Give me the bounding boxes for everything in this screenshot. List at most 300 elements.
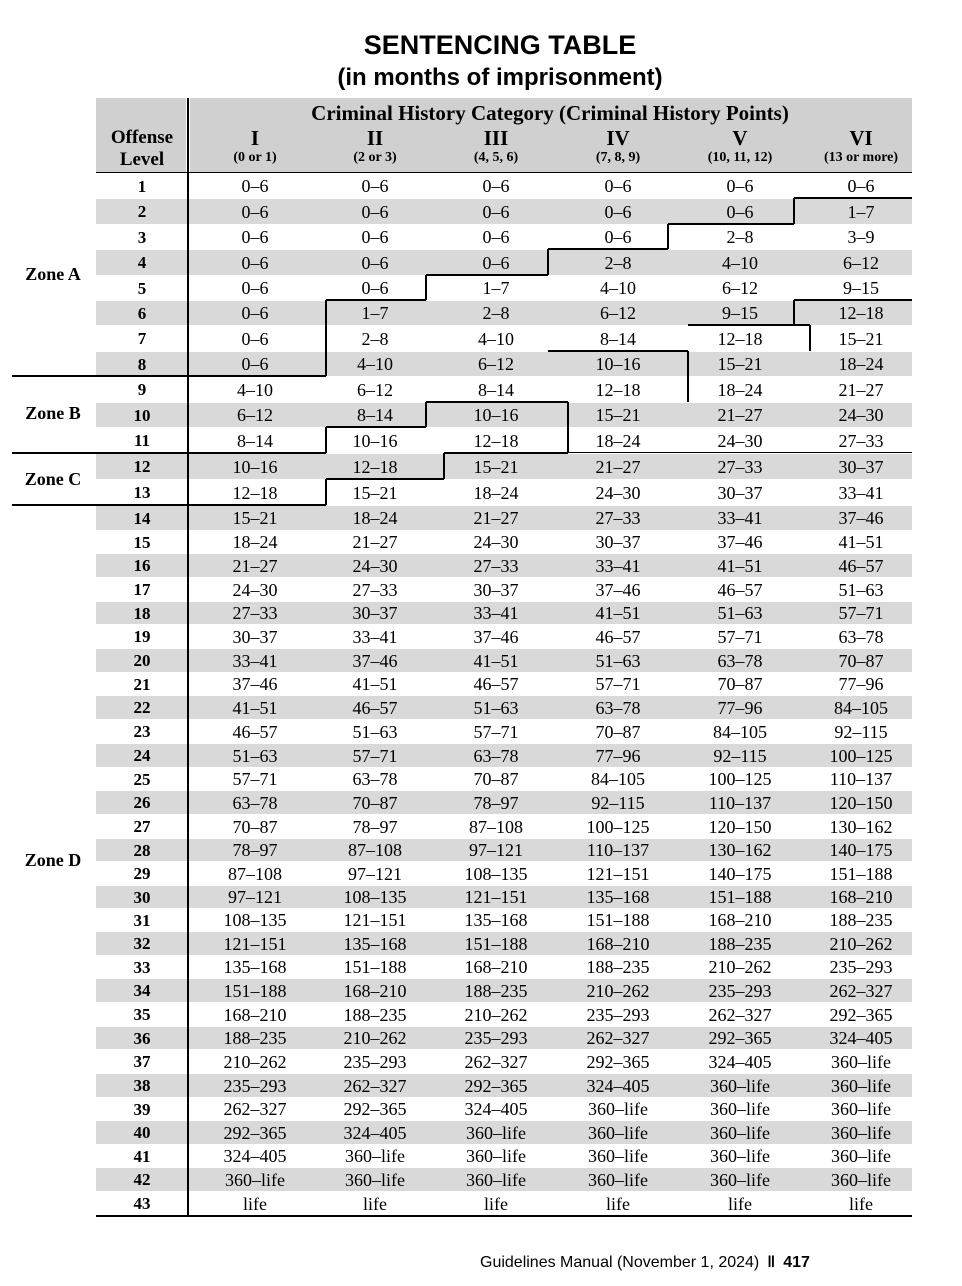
table-cell: 188–235 — [223, 1028, 287, 1048]
table-cell: 360–life — [710, 1146, 770, 1166]
table-cell: 77–96 — [595, 746, 641, 766]
table-cell: 41–51 — [232, 698, 278, 718]
table-cell: 41–51 — [838, 532, 884, 552]
table-cell: 97–121 — [228, 887, 282, 907]
table-cell: 0–6 — [604, 202, 632, 222]
table-cell: 3–9 — [847, 227, 875, 247]
table-cell: 0–6 — [241, 278, 269, 298]
table-cell: 37–46 — [473, 627, 519, 647]
criminal-history-header: Criminal History Category (Criminal History Points) — [311, 101, 789, 125]
table-cell: 4–10 — [722, 253, 758, 273]
table-cell: 18–24 — [838, 354, 884, 374]
table-cell: 188–235 — [829, 910, 893, 930]
table-cell: 1–7 — [482, 278, 510, 298]
offense-level: 43 — [133, 1194, 151, 1213]
table-cell: 0–6 — [361, 278, 389, 298]
zone-boundary-line — [187, 98, 189, 1216]
offense-level: 7 — [137, 329, 147, 348]
table-cell: 46–57 — [473, 674, 519, 694]
footer-text: Guidelines Manual (November 1, 2024) — [480, 1254, 760, 1271]
offense-level: 38 — [133, 1076, 151, 1095]
offense-level: 16 — [133, 556, 151, 575]
table-cell: 87–108 — [348, 840, 402, 860]
table-cell: 4–10 — [478, 329, 514, 349]
table-cell: 37–46 — [717, 532, 763, 552]
table-cell: 120–150 — [708, 817, 772, 837]
table-cell: 151–188 — [464, 934, 528, 954]
table-cell: 6–12 — [357, 380, 393, 400]
table-cell: 360–life — [345, 1170, 405, 1190]
table-cell: 51–63 — [595, 651, 641, 671]
table-cell: 168–210 — [223, 1005, 287, 1025]
table-cell: 30–37 — [473, 580, 519, 600]
offense-level: 17 — [133, 580, 151, 599]
table-cell: 262–327 — [343, 1076, 407, 1096]
table-cell: 130–162 — [708, 840, 772, 860]
table-cell: 135–168 — [464, 910, 528, 930]
table-cell: 92–115 — [834, 722, 888, 742]
table-cell: 8–14 — [237, 431, 273, 451]
zone-boundary-line — [425, 275, 427, 300]
table-cell: 57–71 — [352, 746, 398, 766]
zone-boundary-line — [426, 401, 568, 403]
table-cell: 360–life — [225, 1170, 285, 1190]
table-cell: 360–life — [710, 1123, 770, 1143]
table-cell: 41–51 — [473, 651, 519, 671]
table-cell: 2–8 — [604, 253, 632, 273]
table-cell: 24–30 — [352, 556, 398, 576]
table-cell: 57–71 — [473, 722, 519, 742]
table-cell: 70–87 — [352, 793, 398, 813]
table-cell: 110–137 — [586, 840, 650, 860]
table-cell: 15–21 — [352, 483, 398, 503]
table-cell: 33–41 — [352, 627, 398, 647]
table-cell: 10–16 — [595, 354, 641, 374]
category-VI-header: VI — [849, 126, 873, 150]
table-cell: 360–life — [831, 1170, 891, 1190]
category-II-points: (2 or 3) — [353, 150, 397, 165]
offense-level: 29 — [133, 864, 151, 883]
table-cell: 12–18 — [717, 329, 763, 349]
page-title: SENTENCING TABLE — [363, 30, 637, 60]
zone-boundary-line — [326, 478, 444, 480]
table-cell: 12–18 — [232, 483, 278, 503]
category-III-points: (4, 5, 6) — [473, 150, 519, 165]
table-cell: 110–137 — [829, 769, 893, 789]
table-cell: 24–30 — [838, 405, 884, 425]
table-cell: 24–30 — [717, 431, 763, 451]
table-cell: life — [728, 1194, 752, 1214]
table-cell: 12–18 — [595, 380, 641, 400]
zone-boundary-line — [667, 224, 669, 249]
table-cell: 33–41 — [232, 651, 278, 671]
table-cell: 4–10 — [600, 278, 636, 298]
table-cell: 87–108 — [228, 864, 282, 884]
table-cell: life — [363, 1194, 387, 1214]
table-cell: 151–188 — [708, 887, 772, 907]
offense-level: 1 — [137, 177, 147, 196]
table-cell: 18–24 — [352, 508, 398, 528]
offense-level: 6 — [137, 304, 147, 323]
table-cell: 360–life — [831, 1123, 891, 1143]
offense-level: 3 — [137, 228, 147, 247]
table-cell: 292–365 — [223, 1123, 287, 1143]
table-cell: 63–78 — [473, 746, 519, 766]
table-cell: 292–365 — [464, 1076, 528, 1096]
table-cell: 33–41 — [838, 483, 884, 503]
table-cell: 24–30 — [595, 483, 641, 503]
table-cell: 108–135 — [343, 887, 407, 907]
table-cell: 0–6 — [241, 329, 269, 349]
table-cell: 21–27 — [717, 405, 763, 425]
table-cell: 12–18 — [838, 303, 884, 323]
zone-boundary-line — [12, 375, 326, 377]
table-cell: life — [606, 1194, 630, 1214]
table-cell: 18–24 — [232, 532, 278, 552]
table-cell: 0–6 — [241, 227, 269, 247]
table-cell: 51–63 — [232, 746, 278, 766]
table-cell: 135–168 — [343, 934, 407, 954]
table-cell: 8–14 — [478, 380, 514, 400]
offense-level: 22 — [133, 698, 151, 717]
table-cell: 210–262 — [223, 1052, 287, 1072]
table-cell: 4–10 — [357, 354, 393, 374]
offense-level: 18 — [133, 604, 151, 623]
category-V-points: (10, 11, 12) — [707, 150, 773, 165]
zone-boundary-line — [326, 426, 426, 428]
zone-boundary-line — [548, 350, 688, 352]
table-cell: 168–210 — [829, 887, 893, 907]
table-cell: 360–life — [710, 1076, 770, 1096]
table-cell: 15–21 — [595, 405, 641, 425]
offense-level: 11 — [133, 431, 151, 450]
offense-level: 21 — [133, 675, 151, 694]
table-cell: 121–151 — [223, 934, 287, 954]
table-cell: 262–327 — [223, 1099, 287, 1119]
table-cell: 360–life — [588, 1123, 648, 1143]
table-cell: 46–57 — [352, 698, 398, 718]
table-cell: 30–37 — [838, 457, 884, 477]
table-cell: 4–10 — [237, 380, 273, 400]
table-cell: 51–63 — [717, 603, 763, 623]
table-cell: 324–405 — [223, 1146, 287, 1166]
zone-label-d: Zone D — [24, 850, 82, 870]
table-cell: 6–12 — [600, 303, 636, 323]
table-cell: 97–121 — [469, 840, 523, 860]
offense-header-line-1: Offense — [110, 127, 174, 148]
table-cell: 57–71 — [595, 674, 641, 694]
table-cell: 140–175 — [829, 840, 893, 860]
table-cell: 30–37 — [595, 532, 641, 552]
table-cell: 84–105 — [713, 722, 767, 742]
table-cell: 121–151 — [464, 887, 528, 907]
table-cell: 0–6 — [847, 176, 875, 196]
table-cell: 168–210 — [464, 957, 528, 977]
zone-boundary-line — [325, 479, 327, 505]
category-V-header: V — [732, 126, 748, 150]
table-cell: 57–71 — [232, 769, 278, 789]
offense-level: 2 — [137, 202, 147, 221]
table-cell: 0–6 — [241, 253, 269, 273]
table-cell: 0–6 — [241, 354, 269, 374]
offense-level: 39 — [133, 1100, 151, 1119]
table-cell: 324–405 — [829, 1028, 893, 1048]
table-cell: 140–175 — [708, 864, 772, 884]
table-cell: 0–6 — [361, 227, 389, 247]
table-cell: 210–262 — [586, 981, 650, 1001]
table-cell: 0–6 — [482, 202, 510, 222]
table-cell: 27–33 — [838, 431, 884, 451]
table-cell: 87–108 — [469, 817, 523, 837]
table-cell: 108–135 — [464, 864, 528, 884]
table-cell: 30–37 — [232, 627, 278, 647]
table-cell: 0–6 — [361, 253, 389, 273]
page-footer — [480, 1254, 920, 1272]
table-cell: 51–63 — [838, 580, 884, 600]
table-cell: 41–51 — [595, 603, 641, 623]
table-cell: 97–121 — [348, 864, 402, 884]
offense-level: 13 — [133, 483, 151, 502]
table-cell: 324–405 — [464, 1099, 528, 1119]
category-I-points: (0 or 1) — [233, 150, 277, 165]
table-cell: 262–327 — [708, 1005, 772, 1025]
table-cell: life — [243, 1194, 267, 1214]
table-cell: 51–63 — [473, 698, 519, 718]
table-cell: 130–162 — [829, 817, 893, 837]
table-cell: 9–15 — [843, 278, 879, 298]
table-cell: 27–33 — [232, 603, 278, 623]
table-cell: 100–125 — [829, 746, 893, 766]
offense-level: 23 — [133, 722, 151, 741]
table-cell: 360–life — [588, 1099, 648, 1119]
table-cell: 0–6 — [604, 176, 632, 196]
table-cell: 37–46 — [838, 508, 884, 528]
table-cell: 37–46 — [595, 580, 641, 600]
zone-boundary-line — [809, 325, 811, 351]
table-cell: 10–16 — [352, 431, 398, 451]
table-cell: 151–188 — [829, 864, 893, 884]
table-cell: 0–6 — [241, 202, 269, 222]
table-cell: 18–24 — [717, 380, 763, 400]
table-cell: 37–46 — [232, 674, 278, 694]
offense-level: 36 — [133, 1029, 151, 1048]
table-cell: 70–87 — [595, 722, 641, 742]
zone-boundary-line — [687, 351, 689, 402]
zone-label-a: Zone A — [25, 264, 81, 284]
table-cell: 108–135 — [223, 910, 287, 930]
table-cell: 135–168 — [586, 887, 650, 907]
table-cell: 24–30 — [473, 532, 519, 552]
table-cell: 6–12 — [843, 253, 879, 273]
table-cell: 27–33 — [717, 457, 763, 477]
table-cell: 21–27 — [473, 508, 519, 528]
table-cell: 46–57 — [232, 722, 278, 742]
table-cell: 100–125 — [708, 769, 772, 789]
table-cell: 6–12 — [478, 354, 514, 374]
table-cell: 262–327 — [829, 981, 893, 1001]
zone-boundary-line — [426, 274, 548, 276]
table-cell: 210–262 — [343, 1028, 407, 1048]
table-cell: 46–57 — [595, 627, 641, 647]
table-cell: 0–6 — [361, 202, 389, 222]
table-cell: 15–21 — [232, 508, 278, 528]
table-cell: 63–78 — [595, 698, 641, 718]
table-cell: 0–6 — [726, 202, 754, 222]
table-cell: 188–235 — [586, 957, 650, 977]
table-cell: 168–210 — [343, 981, 407, 1001]
table-cell: 78–97 — [352, 817, 398, 837]
category-I-header: I — [250, 126, 260, 150]
table-cell: 168–210 — [586, 934, 650, 954]
table-cell: 33–41 — [473, 603, 519, 623]
page-number: 417 — [783, 1254, 810, 1271]
table-cell: 0–6 — [604, 227, 632, 247]
table-cell: 21–27 — [352, 532, 398, 552]
zone-boundary-line — [12, 452, 326, 454]
zone-boundary-line — [444, 452, 568, 454]
table-cell: 188–235 — [343, 1005, 407, 1025]
zone-boundary-line — [326, 299, 426, 301]
zone-boundary-line — [793, 198, 795, 224]
table-cell: 292–365 — [586, 1052, 650, 1072]
table-cell: 0–6 — [241, 176, 269, 196]
offense-level: 26 — [133, 793, 151, 812]
table-cell: 188–235 — [708, 934, 772, 954]
table-cell: 262–327 — [464, 1052, 528, 1072]
table-cell: 37–46 — [352, 651, 398, 671]
table-cell: 41–51 — [352, 674, 398, 694]
table-cell: 360–life — [588, 1170, 648, 1190]
table-cell: 63–78 — [352, 769, 398, 789]
table-cell: 120–150 — [829, 793, 893, 813]
table-cell: 15–21 — [473, 457, 519, 477]
table-cell: 210–262 — [464, 1005, 528, 1025]
table-cell: 21–27 — [595, 457, 641, 477]
offense-level: 25 — [133, 770, 151, 789]
table-cell: 121–151 — [343, 910, 407, 930]
table-cell: 10–16 — [473, 405, 519, 425]
table-cell: 292–365 — [708, 1028, 772, 1048]
zone-label-c: Zone C — [24, 469, 82, 489]
zone-boundary-line — [325, 427, 327, 453]
table-cell: 92–115 — [591, 793, 645, 813]
table-cell: 235–293 — [343, 1052, 407, 1072]
table-cell: 0–6 — [361, 176, 389, 196]
offense-level: 5 — [137, 279, 147, 298]
offense-level: 12 — [133, 457, 151, 476]
zone-boundary-line — [96, 1215, 912, 1217]
table-cell: 63–78 — [232, 793, 278, 813]
table-cell: 6–12 — [237, 405, 273, 425]
table-cell: 0–6 — [726, 176, 754, 196]
offense-level: 32 — [133, 934, 151, 953]
offense-level: 40 — [133, 1123, 151, 1142]
zone-boundary-line — [568, 452, 912, 453]
table-cell: 360–life — [831, 1146, 891, 1166]
table-cell: 10–16 — [232, 457, 278, 477]
table-cell: 235–293 — [223, 1076, 287, 1096]
table-cell: 1–7 — [847, 202, 875, 222]
offense-level: 28 — [133, 841, 151, 860]
zone-boundary-line — [794, 197, 912, 199]
offense-level: 35 — [133, 1005, 151, 1024]
table-cell: 18–24 — [595, 431, 641, 451]
table-cell: 360–life — [710, 1170, 770, 1190]
offense-level: 9 — [137, 380, 147, 399]
table-cell: 33–41 — [717, 508, 763, 528]
table-cell: 18–24 — [473, 483, 519, 503]
table-cell: 235–293 — [829, 957, 893, 977]
table-cell: 27–33 — [595, 508, 641, 528]
table-cell: 324–405 — [586, 1076, 650, 1096]
table-cell: 77–96 — [838, 674, 884, 694]
table-cell: 235–293 — [464, 1028, 528, 1048]
table-cell: 0–6 — [482, 176, 510, 196]
table-cell: 15–21 — [838, 329, 884, 349]
table-cell: 77–96 — [717, 698, 763, 718]
table-cell: 27–33 — [473, 556, 519, 576]
table-cell: 84–105 — [834, 698, 888, 718]
table-cell: 324–405 — [708, 1052, 772, 1072]
offense-level: 4 — [137, 253, 147, 272]
table-cell: 360–life — [710, 1099, 770, 1119]
table-cell: 210–262 — [829, 934, 893, 954]
table-cell: 0–6 — [482, 227, 510, 247]
table-cell: 2–8 — [361, 329, 389, 349]
table-cell: 6–12 — [722, 278, 758, 298]
table-cell: 30–37 — [352, 603, 398, 623]
table-cell: 168–210 — [708, 910, 772, 930]
offense-level: 14 — [133, 509, 151, 528]
table-cell: 24–30 — [232, 580, 278, 600]
table-cell: 12–18 — [352, 457, 398, 477]
offense-level: 42 — [133, 1170, 151, 1189]
offense-level: 37 — [133, 1052, 151, 1071]
zone-boundary-line — [547, 249, 549, 275]
footer-separator: ‖ — [767, 1254, 776, 1271]
table-cell: 57–71 — [717, 627, 763, 647]
table-cell: 151–188 — [343, 957, 407, 977]
table-cell: 78–97 — [473, 793, 519, 813]
table-cell: life — [849, 1194, 873, 1214]
offense-level: 20 — [133, 651, 151, 670]
offense-level: 33 — [133, 958, 151, 977]
table-cell: 21–27 — [838, 380, 884, 400]
zone-boundary-line — [668, 223, 794, 225]
table-cell: 70–87 — [473, 769, 519, 789]
table-cell: 1–7 — [361, 303, 389, 323]
zone-boundary-line — [567, 402, 569, 453]
category-II-header: II — [366, 126, 384, 150]
table-cell: 2–8 — [482, 303, 510, 323]
table-cell: 151–188 — [586, 910, 650, 930]
zone-boundary-line — [548, 248, 668, 250]
table-cell: 92–115 — [713, 746, 767, 766]
table-cell: 63–78 — [717, 651, 763, 671]
table-cell: 78–97 — [232, 840, 278, 860]
table-cell: 41–51 — [717, 556, 763, 576]
zone-boundary-line — [325, 300, 327, 376]
offense-level: 30 — [133, 888, 151, 907]
offense-level: 41 — [133, 1147, 151, 1166]
offense-header-line-2: Level — [119, 149, 165, 170]
table-cell: 360–life — [466, 1170, 526, 1190]
table-cell: 235–293 — [708, 981, 772, 1001]
table-cell: 0–6 — [241, 303, 269, 323]
table-cell: 360–life — [588, 1146, 648, 1166]
table-cell: 135–168 — [223, 957, 287, 977]
table-cell: 2–8 — [726, 227, 754, 247]
